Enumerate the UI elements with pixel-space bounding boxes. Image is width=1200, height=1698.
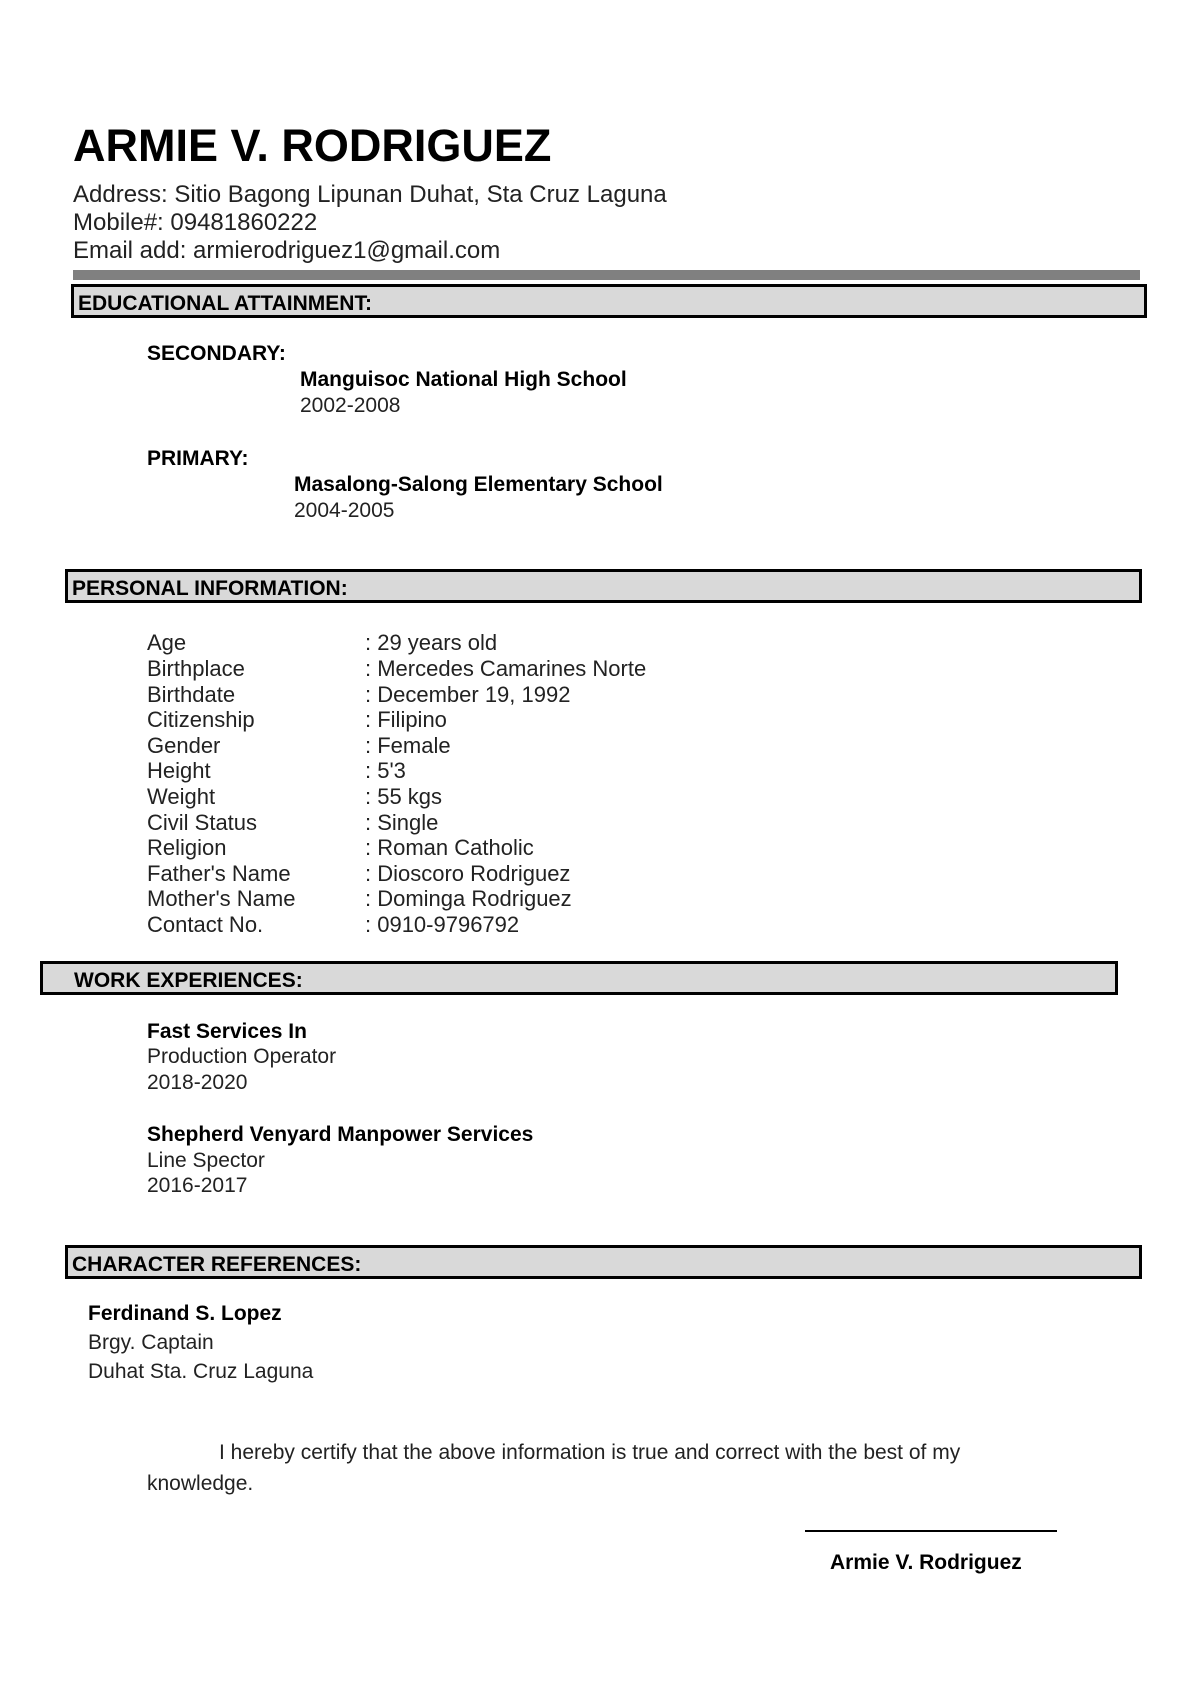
signature-name: Armie V. Rodriguez xyxy=(830,1551,1022,1574)
work-section-header xyxy=(40,961,1118,995)
header-divider xyxy=(73,270,1140,280)
personal-label: Mother's Name xyxy=(147,886,296,911)
work-heading: WORK EXPERIENCES: xyxy=(74,969,303,992)
personal-heading: PERSONAL INFORMATION: xyxy=(72,577,348,600)
certification-line-1: I hereby certify that the above information is true and correct with the best of my xyxy=(219,1441,961,1464)
personal-value: : 29 years old xyxy=(365,630,498,655)
personal-label: Gender xyxy=(147,733,221,758)
mobile-line: Mobile#: 09481860222 xyxy=(73,209,318,236)
signature-line xyxy=(805,1530,1057,1532)
certification-line-2: knowledge. xyxy=(147,1472,254,1495)
personal-label: Citizenship xyxy=(147,707,255,732)
personal-label: Age xyxy=(147,630,187,655)
job-position: Production Operator xyxy=(147,1045,337,1068)
education-section-header xyxy=(71,284,1147,318)
primary-label: PRIMARY: xyxy=(147,447,249,470)
personal-label: Birthdate xyxy=(147,682,236,707)
personal-label: Height xyxy=(147,758,211,783)
personal-label: Birthplace xyxy=(147,656,245,681)
personal-label: Contact No. xyxy=(147,912,264,937)
personal-section-header xyxy=(65,569,1142,603)
personal-value: : Dioscoro Rodriguez xyxy=(365,861,571,886)
personal-value: : 5'3 xyxy=(365,758,406,783)
personal-value: : December 19, 1992 xyxy=(365,682,571,707)
personal-value: : Female xyxy=(365,733,451,758)
education-heading: EDUCATIONAL ATTAINMENT: xyxy=(78,292,372,315)
job-years: 2018-2020 xyxy=(147,1071,248,1094)
reference-address: Duhat Sta. Cruz Laguna xyxy=(88,1360,314,1383)
job-company: Fast Services In xyxy=(147,1020,307,1043)
secondary-label: SECONDARY: xyxy=(147,342,286,365)
job-company: Shepherd Venyard Manpower Services xyxy=(147,1123,534,1146)
primary-school: Masalong-Salong Elementary School xyxy=(294,473,663,496)
secondary-school: Manguisoc National High School xyxy=(300,368,627,391)
personal-value: : 0910-9796792 xyxy=(365,912,520,937)
reference-title: Brgy. Captain xyxy=(88,1331,214,1354)
applicant-name: ARMIE V. RODRIGUEZ xyxy=(73,120,552,171)
personal-value: : Single xyxy=(365,810,439,835)
job-position: Line Spector xyxy=(147,1149,265,1172)
personal-value: : Roman Catholic xyxy=(365,835,534,860)
references-heading: CHARACTER REFERENCES: xyxy=(72,1253,362,1276)
personal-value: : 55 kgs xyxy=(365,784,443,809)
personal-label: Civil Status xyxy=(147,810,258,835)
address-line: Address: Sitio Bagong Lipunan Duhat, Sta Cruz Laguna xyxy=(73,181,667,208)
references-section-header xyxy=(65,1245,1142,1279)
personal-value: : Mercedes Camarines Norte xyxy=(365,656,647,681)
secondary-years: 2002-2008 xyxy=(300,394,401,417)
primary-years: 2004-2005 xyxy=(294,499,395,522)
personal-label: Weight xyxy=(147,784,216,809)
job-years: 2016-2017 xyxy=(147,1174,248,1197)
personal-value: : Filipino xyxy=(365,707,447,732)
personal-label: Father's Name xyxy=(147,861,291,886)
personal-value: : Dominga Rodriguez xyxy=(365,886,572,911)
reference-name: Ferdinand S. Lopez xyxy=(88,1302,282,1325)
personal-label: Religion xyxy=(147,835,227,860)
email-line: Email add: armierodriguez1@gmail.com xyxy=(73,237,501,264)
